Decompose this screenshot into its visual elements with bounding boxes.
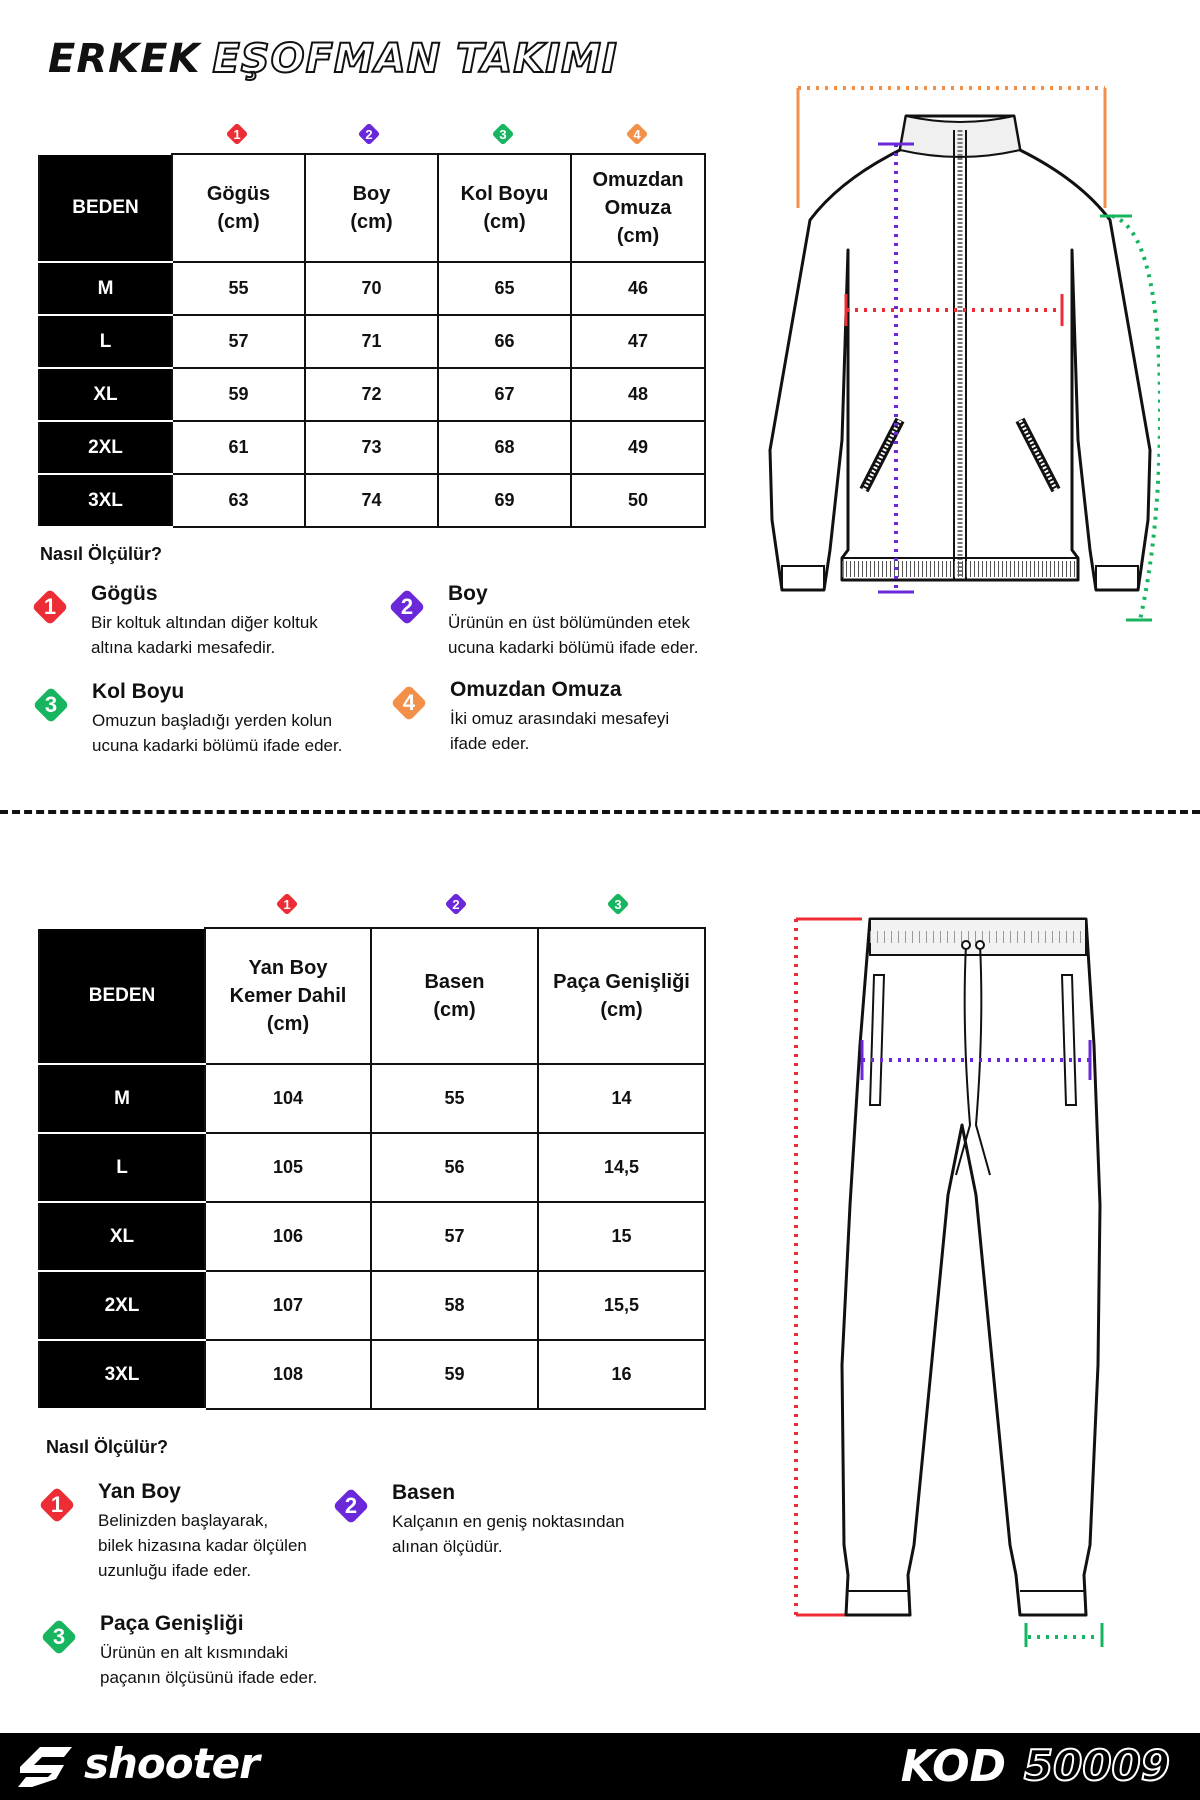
col-header-boy: Boy (cm) [305, 154, 438, 262]
diamond-1-icon: 1 [36, 1484, 78, 1526]
brand-name: shooter [84, 1739, 259, 1788]
diamond-3-icon: 3 [30, 684, 72, 726]
diamond-2-icon: 2 [386, 586, 428, 628]
col-header-paca: Paça Genişliği (cm) [538, 928, 705, 1064]
jacket-illustration [760, 80, 1160, 640]
section-divider [0, 810, 1200, 814]
beden-header: BEDEN [39, 928, 205, 1064]
col-header-kol-boyu: Kol Boyu (cm) [438, 154, 571, 262]
pants-badge-1: 1 [275, 892, 299, 916]
diamond-4-icon: 4 [388, 682, 430, 724]
col-header-gogus: Gögüs (cm) [172, 154, 305, 262]
diamond-2-icon: 2 [330, 1485, 372, 1527]
jacket-badge-4: 4 [625, 122, 649, 146]
col-header-omuzdan-omuza: Omuzdan Omuza (cm) [571, 154, 705, 262]
footer-bar [0, 1733, 1200, 1800]
table-row: 2XL 107 58 15,5 [39, 1271, 705, 1340]
jacket-how-title: Nasıl Ölçülür? [40, 544, 163, 564]
table-row: XL 106 57 15 [39, 1202, 705, 1271]
pants-badge-2: 2 [444, 892, 468, 916]
table-row: 2XL 61 73 68 49 [39, 421, 705, 474]
table-row: M 104 55 14 [39, 1064, 705, 1133]
shooter-logo-icon [12, 1739, 86, 1795]
table-row: M 55 70 65 46 [39, 262, 705, 315]
product-code: 50009 [1023, 1741, 1170, 1790]
col-header-basen: Basen (cm) [371, 928, 538, 1064]
beden-header: BEDEN [39, 154, 172, 262]
jacket-badge-2: 2 [357, 122, 381, 146]
jacket-badge-3: 3 [491, 122, 515, 146]
kod-label: KOD [900, 1741, 1006, 1792]
table-row: XL 59 72 67 48 [39, 368, 705, 421]
pants-how-title: Nasıl Ölçülür? [46, 1437, 169, 1457]
col-header-yan-boy: Yan Boy Kemer Dahil (cm) [205, 928, 371, 1064]
pants-size-table [38, 927, 706, 1410]
table-row: L 105 56 14,5 [39, 1133, 705, 1202]
diamond-3-icon: 3 [38, 1616, 80, 1658]
jacket-size-table [38, 153, 706, 528]
table-row: L 57 71 66 47 [39, 315, 705, 368]
jacket-badge-1: 1 [225, 122, 249, 146]
title-bold: ERKEK [48, 36, 201, 82]
pants-illustration [780, 905, 1120, 1655]
diamond-1-icon: 1 [29, 586, 71, 628]
table-row: 3XL 63 74 69 50 [39, 474, 705, 527]
table-row: 3XL 108 59 16 [39, 1340, 705, 1409]
pants-badge-3: 3 [606, 892, 630, 916]
title-outline: EŞOFMAN TAKIMI [212, 36, 618, 82]
page-title [48, 36, 618, 82]
